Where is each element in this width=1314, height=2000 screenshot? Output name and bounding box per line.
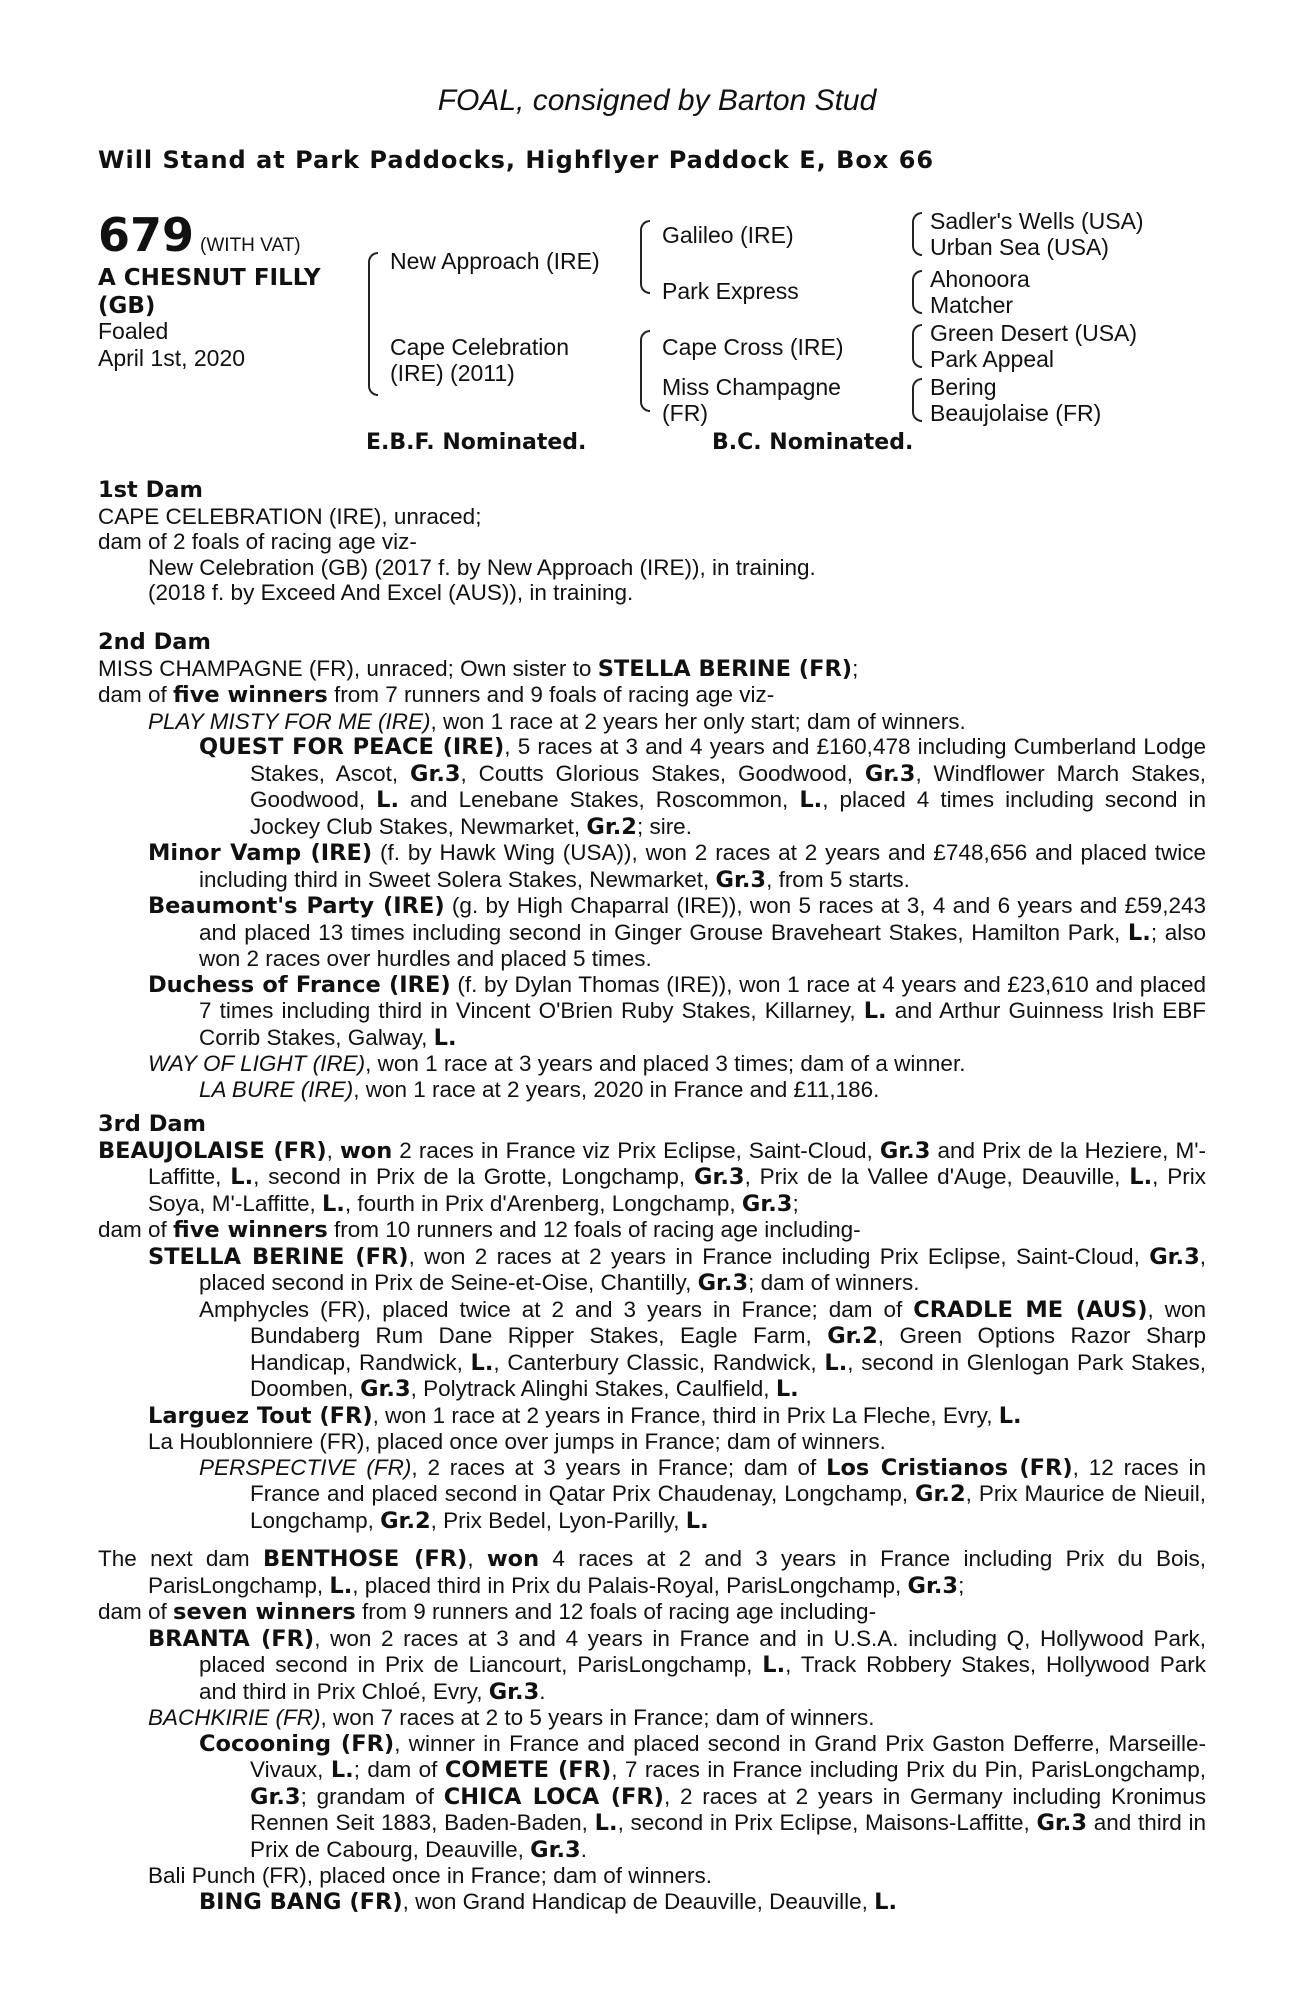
listed: L. bbox=[330, 1757, 354, 1783]
first-dam-section bbox=[98, 478, 1206, 606]
text-run: , Prix Maurice de Nieuil, Longchamp, bbox=[250, 1481, 1206, 1533]
listed: L. bbox=[775, 1376, 799, 1402]
produce-entry bbox=[98, 1455, 1206, 1535]
grandparent-1: Sadler's Wells (USA) bbox=[930, 208, 1144, 234]
listed: L. bbox=[329, 1572, 353, 1599]
horse-name: BING BANG (FR) bbox=[199, 1888, 403, 1915]
text-run: , Prix Soya, M'-Laffitte, bbox=[148, 1164, 1206, 1216]
winners-count: five winners bbox=[173, 1217, 328, 1243]
horse-name: Cocooning (FR) bbox=[199, 1730, 395, 1757]
sire: New Approach (IRE) bbox=[390, 248, 600, 274]
dam-dam: Miss Champagne (FR) bbox=[662, 374, 841, 426]
text-run: , won 1 race at 2 years her only start; dam of winners. bbox=[430, 708, 966, 734]
horse-name: PERSPECTIVE (FR) bbox=[199, 1454, 412, 1480]
brace-g2 bbox=[912, 270, 922, 314]
text-run: , placed second in Prix de Seine-et-Oise, Chantilly, bbox=[199, 1243, 1207, 1295]
text-run: , 2 races at 3 years in France; dam of bbox=[411, 1454, 827, 1480]
first-dam-heading: 1st Dam bbox=[98, 477, 203, 503]
dam-sire: Cape Cross (IRE) bbox=[662, 334, 844, 360]
text-run: , winner in France and placed second in Grand Prix Gaston Defferre, Marseille-Vivaux, bbox=[250, 1730, 1206, 1782]
text-run: MISS CHAMPAGNE (FR), unraced; Own sister to bbox=[98, 655, 598, 681]
text-run: , Track Robbery Stakes, Hollywood Park and third in Prix Chloé, Evry, bbox=[199, 1652, 1206, 1704]
brace-parents bbox=[368, 252, 378, 396]
produce-entry bbox=[98, 972, 1206, 1052]
text-run: (f. by Dylan Thomas (IRE)), won 1 race at 4 years and £23,610 and placed 7 times including third in Vincent O'Brien Ruby Stakes, Killarney, bbox=[199, 971, 1206, 1023]
text-run: ; also won 2 races over hurdles and placed 5 times. bbox=[199, 919, 1207, 971]
lot-number: 679 bbox=[98, 208, 195, 262]
next-dam-summary bbox=[98, 1599, 1206, 1626]
horse-name: COMETE (FR) bbox=[444, 1757, 612, 1783]
grade: Gr.3 bbox=[694, 1164, 745, 1190]
consignor-line: FOAL, consigned by Barton Stud bbox=[437, 84, 877, 117]
text-run: , won Grand Handicap de Deauville, Deauville, bbox=[402, 1888, 875, 1914]
text-run: 2 races in France viz Prix Eclipse, Saint-Cloud, bbox=[392, 1137, 880, 1163]
third-dam-section bbox=[98, 1112, 1206, 1534]
horse-name: BACHKIRIE (FR) bbox=[148, 1705, 321, 1730]
text-run: and Arthur Guinness Irish EBF Corrib Stakes, Galway, bbox=[199, 998, 1206, 1050]
ebf-nominated: E.B.F. Nominated. bbox=[366, 430, 587, 455]
horse-name: STELLA BERINE (FR) bbox=[148, 1243, 409, 1270]
listed: L. bbox=[998, 1402, 1022, 1429]
listed: L. bbox=[762, 1652, 786, 1678]
text-run: from 10 runners and 12 foals of racing age including- bbox=[327, 1217, 861, 1242]
text-run: dam of bbox=[98, 682, 174, 707]
brace-g4 bbox=[912, 378, 922, 422]
text-run: , won Bundaberg Rum Dane Ripper Stakes, Eagle Farm, bbox=[250, 1296, 1207, 1348]
listed: L. bbox=[685, 1507, 709, 1534]
stabling-line: Will Stand at Park Paddocks, Highflyer Paddock E, Box 66 bbox=[98, 146, 935, 174]
brace-sire bbox=[640, 220, 650, 294]
listed: L. bbox=[470, 1349, 494, 1376]
text-run: dam of bbox=[98, 1217, 174, 1242]
first-dam-produce: (2018 f. by Exceed And Excel (AUS)), in training. bbox=[148, 580, 634, 605]
produce-entry bbox=[98, 1051, 1206, 1077]
dam: Cape Celebration (IRE) (2011) bbox=[390, 334, 570, 386]
text-run: , second in Prix de la Grotte, Longchamp, bbox=[253, 1164, 695, 1189]
horse-name: Duchess of France (IRE) bbox=[148, 971, 451, 998]
produce-entry bbox=[98, 1244, 1206, 1297]
grade: Gr.3 bbox=[741, 1190, 793, 1217]
sire-dam: Park Express bbox=[662, 278, 799, 304]
grade: Gr.2 bbox=[586, 813, 637, 840]
text-run: , Prix de la Vallee d'Auge, Deauville, bbox=[744, 1164, 1130, 1189]
grade: Gr.2 bbox=[827, 1323, 878, 1349]
listed: L. bbox=[376, 787, 399, 813]
text-run: (g. by High Chaparral (IRE)), won 5 races at 3, 4 and 6 years and £59,243 and placed 13 times including second in Ginger Grouse Braveheart Stakes, Hamilton Park, bbox=[199, 893, 1206, 945]
horse-name: CHICA LOCA (FR) bbox=[443, 1783, 664, 1810]
first-dam-line: CAPE CELEBRATION (IRE), unraced; bbox=[98, 503, 482, 529]
text-run: , won 2 races at 3 and 4 years in France and in U.S.A. including Q, Hollywood Park, placed second in Prix de Liancourt, ParisLongchamp, bbox=[199, 1625, 1206, 1677]
text-run: , Green Options Razor Sharp Handicap, Randwick, bbox=[250, 1323, 1207, 1375]
next-dam-section bbox=[98, 1546, 1206, 1915]
text-run: , second in Prix Eclipse, Maisons-Laffitte, bbox=[617, 1810, 1037, 1835]
text-run: . bbox=[539, 1678, 546, 1704]
text-run: , placed 4 times including second in Jockey Club Stakes, Newmarket, bbox=[250, 787, 1206, 839]
text-run: from 9 runners and 12 foals of racing age including- bbox=[355, 1599, 877, 1624]
foaled-block bbox=[98, 318, 245, 372]
brace-dam bbox=[640, 330, 650, 412]
text-run: dam of bbox=[98, 1599, 174, 1624]
listed: L. bbox=[433, 1024, 457, 1051]
listed: L. bbox=[1127, 919, 1151, 946]
second-dam-summary bbox=[98, 682, 1206, 709]
won-label: won bbox=[339, 1137, 393, 1164]
listed: L. bbox=[321, 1190, 345, 1217]
grade: Gr.3 bbox=[488, 1678, 540, 1705]
next-dam-record bbox=[98, 1546, 1206, 1599]
listed: L. bbox=[874, 1888, 898, 1915]
third-dam-heading: 3rd Dam bbox=[98, 1111, 206, 1137]
text-run: , placed third in Prix du Palais-Royal, ParisLongchamp, bbox=[352, 1572, 908, 1598]
text-run: 4 races at 2 and 3 years in France including Prix du Bois, ParisLongchamp, bbox=[148, 1546, 1206, 1598]
grade: Gr.3 bbox=[250, 1783, 301, 1810]
text-run: ; sire. bbox=[636, 813, 692, 839]
text-run: , from 5 starts. bbox=[766, 866, 910, 892]
grade: Gr.3 bbox=[864, 760, 916, 787]
produce-entry bbox=[98, 709, 1206, 735]
first-dam-line: dam of 2 foals of racing age viz- bbox=[98, 529, 417, 554]
text-run: , bbox=[326, 1137, 340, 1163]
text-run: The next dam bbox=[98, 1546, 263, 1571]
brace-g1 bbox=[912, 212, 922, 256]
text-run: , won 7 races at 2 to 5 years in France; dam of winners. bbox=[320, 1705, 875, 1730]
text-run: , bbox=[467, 1546, 487, 1571]
vat-note: (WITH VAT) bbox=[200, 235, 301, 256]
text-run: , Canterbury Classic, Randwick, bbox=[493, 1349, 825, 1375]
third-dam-summary bbox=[98, 1217, 1206, 1244]
horse-name: QUEST FOR PEACE (IRE) bbox=[199, 734, 505, 760]
text-run: , Polytrack Alinghi Stakes, Caulfield, bbox=[410, 1376, 776, 1401]
text-run: ; bbox=[852, 655, 859, 681]
bc-nominated: B.C. Nominated. bbox=[712, 430, 914, 455]
produce-entry bbox=[98, 840, 1206, 893]
produce-entry bbox=[98, 1403, 1206, 1430]
won-label: won bbox=[486, 1546, 540, 1572]
listed: L. bbox=[799, 787, 823, 813]
grandparent-4: Matcher bbox=[930, 292, 1014, 318]
grandparent-2: Urban Sea (USA) bbox=[930, 234, 1109, 260]
horse-name: PLAY MISTY FOR ME (IRE) bbox=[148, 708, 431, 734]
text-run: ; grandam of bbox=[300, 1783, 444, 1809]
grade: Gr.3 bbox=[879, 1137, 931, 1164]
grade: Gr.3 bbox=[907, 1572, 959, 1599]
foal-name: A CHESNUT FILLY (GB) bbox=[98, 265, 321, 319]
horse-name: LA BURE (IRE) bbox=[199, 1076, 354, 1102]
grade: Gr.3 bbox=[1036, 1810, 1087, 1836]
grade: Gr.3 bbox=[360, 1376, 411, 1402]
text-run: ; dam of bbox=[353, 1757, 445, 1782]
grade: Gr.3 bbox=[409, 760, 461, 787]
grade: Gr.3 bbox=[1149, 1243, 1200, 1270]
grandparent-3: Ahonoora bbox=[930, 266, 1030, 292]
text-run: ; dam of winners. bbox=[748, 1270, 920, 1295]
text-run: , Coutts Glorious Stakes, Goodwood, bbox=[460, 760, 865, 786]
listed: L. bbox=[863, 998, 887, 1024]
text-run: , won 2 races at 2 years in France including Prix Eclipse, Saint-Cloud, bbox=[408, 1243, 1150, 1269]
listed: L. bbox=[824, 1349, 848, 1376]
text-run: , 2 races at 2 years in Germany including Kronimus Rennen Seit 1883, Baden-Baden, bbox=[250, 1783, 1206, 1835]
text-run: , second in Glenlogan Park Stakes, Doomben, bbox=[250, 1349, 1207, 1401]
horse-name: Los Cristianos (FR) bbox=[826, 1454, 1073, 1481]
second-dam-intro bbox=[98, 656, 1206, 683]
text-run: . bbox=[580, 1836, 587, 1862]
horse-name: STELLA BERINE (FR) bbox=[597, 655, 853, 682]
winners-count: five winners bbox=[173, 682, 328, 708]
text-run: , Windflower March Stakes, Goodwood, bbox=[250, 760, 1207, 812]
text-run: , 7 races in France including Prix du Pin, ParisLongchamp, bbox=[611, 1757, 1206, 1782]
text-run: , won 1 race at 3 years and placed 3 times; dam of a winner. bbox=[365, 1051, 966, 1076]
second-dam-heading: 2nd Dam bbox=[98, 629, 211, 655]
horse-name: WAY OF LIGHT (IRE) bbox=[148, 1051, 366, 1076]
text-run: and third in Prix de Cabourg, Deauville, bbox=[250, 1810, 1207, 1862]
horse-name: CRADLE ME (AUS) bbox=[913, 1296, 1148, 1323]
produce-entry: La Houblonniere (FR), placed once over jumps in France; dam of winners. bbox=[148, 1429, 886, 1454]
lot-number-line bbox=[98, 208, 301, 262]
grade: Gr.3 bbox=[697, 1270, 749, 1296]
third-dam-record bbox=[98, 1138, 1206, 1218]
produce-entry bbox=[98, 1077, 1206, 1103]
produce-entry bbox=[98, 1297, 1206, 1403]
text-run: and Prix de la Heziere, M'-Laffitte, bbox=[148, 1137, 1206, 1189]
produce-entry bbox=[98, 893, 1206, 972]
horse-name: BEAUJOLAISE (FR) bbox=[98, 1137, 327, 1164]
produce-entry: Bali Punch (FR), placed once in France; dam of winners. bbox=[148, 1863, 713, 1888]
horse-name: Minor Vamp (IRE) bbox=[148, 840, 373, 866]
listed: L. bbox=[594, 1810, 618, 1836]
brace-g3 bbox=[912, 324, 922, 368]
horse-name: BENTHOSE (FR) bbox=[262, 1546, 468, 1572]
grandparent-5: Green Desert (USA) bbox=[930, 320, 1138, 346]
produce-entry bbox=[98, 1705, 1206, 1731]
text-run: ; bbox=[792, 1190, 799, 1216]
foaled-label: Foaled bbox=[98, 318, 169, 344]
text-run: (f. by Hawk Wing (USA)), won 2 races at 2 years and £748,656 and placed twice including third in Sweet Solera Stakes, Newmarket, bbox=[199, 840, 1206, 892]
text-run: from 7 runners and 9 foals of racing age viz- bbox=[327, 682, 775, 707]
text-run: and Lenebane Stakes, Roscommon, bbox=[399, 787, 800, 812]
text-run: , 12 races in France and placed second in Qatar Prix Chaudenay, Longchamp, bbox=[250, 1454, 1206, 1506]
text-run: , won 1 race at 2 years, 2020 in France and £11,186. bbox=[353, 1076, 880, 1102]
grandparent-6: Park Appeal bbox=[930, 346, 1055, 372]
horse-name: Beaumont's Party (IRE) bbox=[148, 893, 445, 919]
text-run: , Prix Bedel, Lyon-Parilly, bbox=[430, 1507, 686, 1533]
grade: Gr.3 bbox=[530, 1836, 581, 1863]
produce-entry bbox=[98, 734, 1206, 840]
horse-name: BRANTA (FR) bbox=[148, 1625, 315, 1652]
foaled-date: April 1st, 2020 bbox=[98, 345, 246, 371]
winners-count: seven winners bbox=[173, 1599, 356, 1625]
first-dam-produce: New Celebration (GB) (2017 f. by New Approach (IRE)), in training. bbox=[148, 554, 816, 580]
grade: Gr.3 bbox=[715, 866, 767, 893]
horse-name: Larguez Tout (FR) bbox=[148, 1402, 373, 1429]
listed: L. bbox=[230, 1164, 254, 1190]
text-run: , fourth in Prix d'Arenberg, Longchamp, bbox=[344, 1190, 742, 1216]
listed: L. bbox=[1129, 1164, 1153, 1190]
produce-entry bbox=[98, 1626, 1206, 1706]
text-run: ; bbox=[958, 1572, 965, 1598]
grandparent-8: Beaujolaise (FR) bbox=[930, 400, 1102, 426]
text-run: , won 1 race at 2 years in France, third in Prix La Fleche, Evry, bbox=[372, 1402, 999, 1428]
grade: Gr.2 bbox=[915, 1481, 966, 1507]
text-run: , 5 races at 3 and 4 years and £160,478 including Cumberland Lodge Stakes, Ascot, bbox=[250, 734, 1206, 786]
text-run: Amphycles (FR), placed twice at 2 and 3 years in France; dam of bbox=[199, 1296, 914, 1322]
sire-sire: Galileo (IRE) bbox=[662, 222, 794, 248]
second-dam-section bbox=[98, 630, 1206, 1102]
produce-entry bbox=[98, 1889, 1206, 1916]
grandparent-7: Bering bbox=[930, 374, 997, 400]
grade: Gr.2 bbox=[380, 1507, 431, 1534]
produce-entry bbox=[98, 1731, 1206, 1864]
